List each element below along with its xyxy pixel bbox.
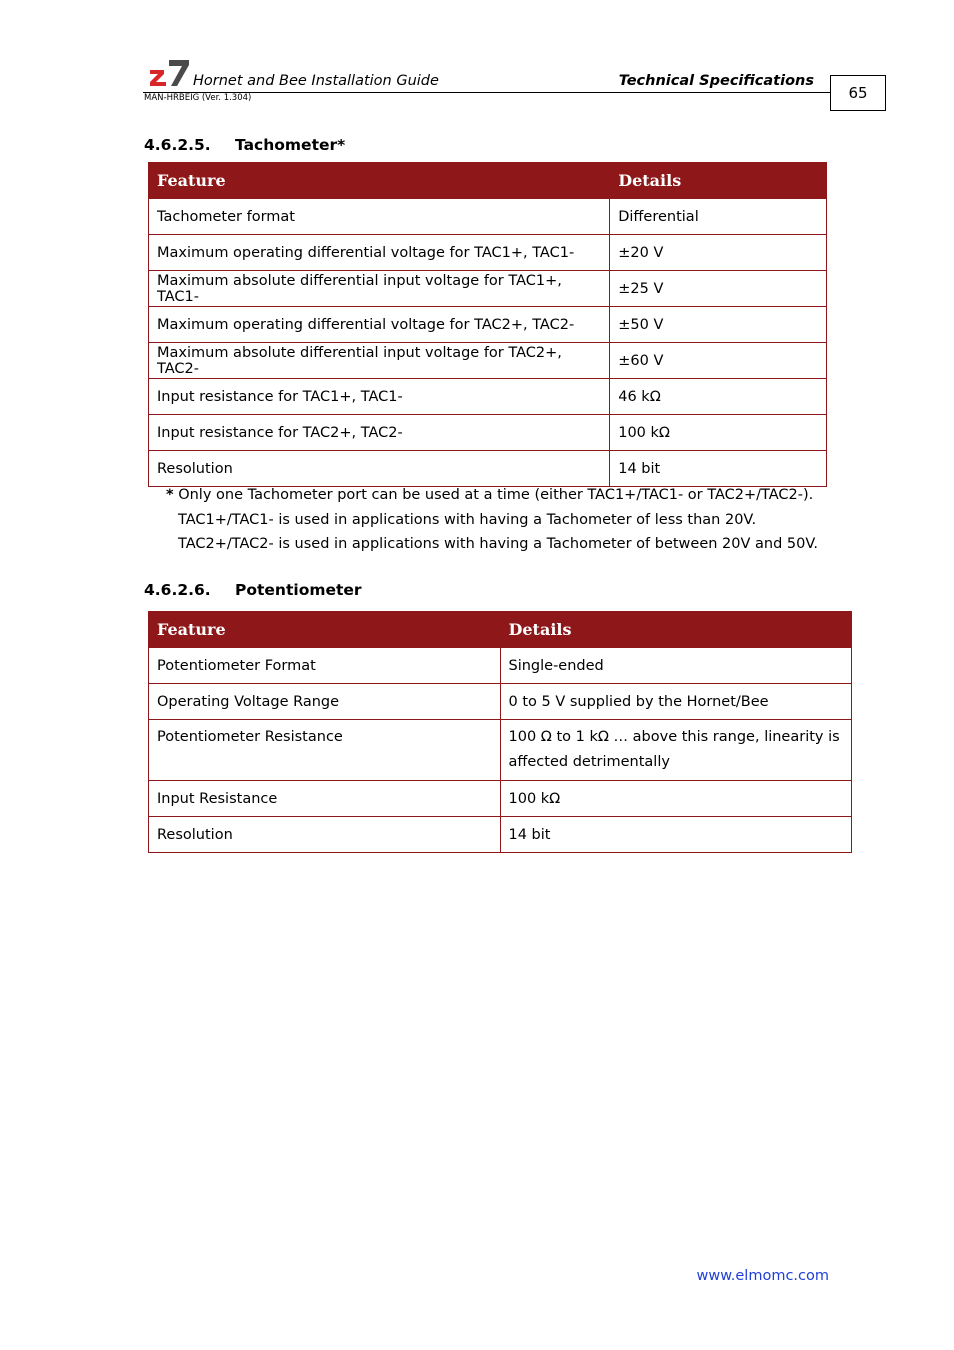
potentiometer-heading [144, 581, 362, 599]
table-row [149, 648, 852, 684]
tachometer-section-number: 4.6.2.5. [144, 136, 211, 154]
column-header-details: Details [610, 163, 827, 199]
feature-cell: Potentiometer Resistance [149, 720, 501, 781]
details-cell: ±60 V [610, 343, 827, 379]
details-cell: 100 kΩ [610, 415, 827, 451]
potentiometer-section-title: Potentiometer [235, 581, 362, 599]
footnote-star: * [166, 487, 174, 503]
document-version: MAN-HRBEIG (Ver. 1.304) [144, 93, 252, 103]
page-number: 65 [830, 75, 886, 111]
feature-cell: Potentiometer Format [149, 648, 501, 684]
details-cell: ±20 V [610, 235, 827, 271]
table-row [149, 451, 827, 487]
feature-cell: Maximum absolute differential input voltage for TAC1+, TAC1- [149, 271, 610, 307]
tachometer-note-2: TAC1+/TAC1- is used in applications with having a Tachometer of less than 20V. [178, 512, 757, 528]
details-cell: 14 bit [610, 451, 827, 487]
column-header-feature: Feature [149, 612, 501, 648]
document-title: Hornet and Bee Installation Guide [193, 73, 439, 89]
table-row [149, 343, 827, 379]
column-header-feature: Feature [149, 163, 610, 199]
feature-cell: Input resistance for TAC1+, TAC1- [149, 379, 610, 415]
potentiometer-table [148, 611, 852, 853]
table-row [149, 817, 852, 853]
tachometer-note-1 [166, 487, 813, 503]
feature-cell: Maximum operating differential voltage for TAC2+, TAC2- [149, 307, 610, 343]
details-cell: Differential [610, 199, 827, 235]
table-row [149, 271, 827, 307]
feature-cell: Operating Voltage Range [149, 684, 501, 720]
table-row [149, 379, 827, 415]
table-row [149, 781, 852, 817]
table-row [149, 235, 827, 271]
tachometer-heading [144, 136, 345, 154]
table-row [149, 720, 852, 781]
table-row [149, 199, 827, 235]
website-link[interactable]: www.elmomc.com [696, 1268, 829, 1284]
elmo-logo-icon [147, 58, 191, 88]
column-header-details: Details [500, 612, 852, 648]
table-header-row [149, 163, 827, 199]
tachometer-section-title: Tachometer* [235, 136, 346, 154]
feature-cell: Maximum absolute differential input voltage for TAC2+, TAC2- [149, 343, 610, 379]
details-cell: 100 kΩ [500, 781, 852, 817]
details-cell: ±50 V [610, 307, 827, 343]
feature-cell: Input Resistance [149, 781, 501, 817]
note-text: Only one Tachometer port can be used at a time (either TAC1+/TAC1- or TAC2+/TAC2-). [178, 487, 814, 503]
feature-cell: Resolution [149, 817, 501, 853]
feature-cell: Resolution [149, 451, 610, 487]
table-header-row [149, 612, 852, 648]
details-cell: ±25 V [610, 271, 827, 307]
feature-cell: Tachometer format [149, 199, 610, 235]
details-cell: 46 kΩ [610, 379, 827, 415]
feature-cell: Maximum operating differential voltage for TAC1+, TAC1- [149, 235, 610, 271]
tachometer-table [148, 162, 827, 487]
section-title: Technical Specifications [618, 73, 814, 89]
table-row [149, 307, 827, 343]
details-cell: 14 bit [500, 817, 852, 853]
details-cell: 0 to 5 V supplied by the Hornet/Bee [500, 684, 852, 720]
potentiometer-section-number: 4.6.2.6. [144, 581, 211, 599]
details-cell: 100 Ω to 1 kΩ … above this range, linearity is affected detrimentally [500, 720, 852, 781]
feature-cell: Input resistance for TAC2+, TAC2- [149, 415, 610, 451]
tachometer-note-3: TAC2+/TAC2- is used in applications with having a Tachometer of between 20V and 50V. [178, 536, 819, 552]
table-row [149, 415, 827, 451]
table-row [149, 684, 852, 720]
details-cell: Single-ended [500, 648, 852, 684]
